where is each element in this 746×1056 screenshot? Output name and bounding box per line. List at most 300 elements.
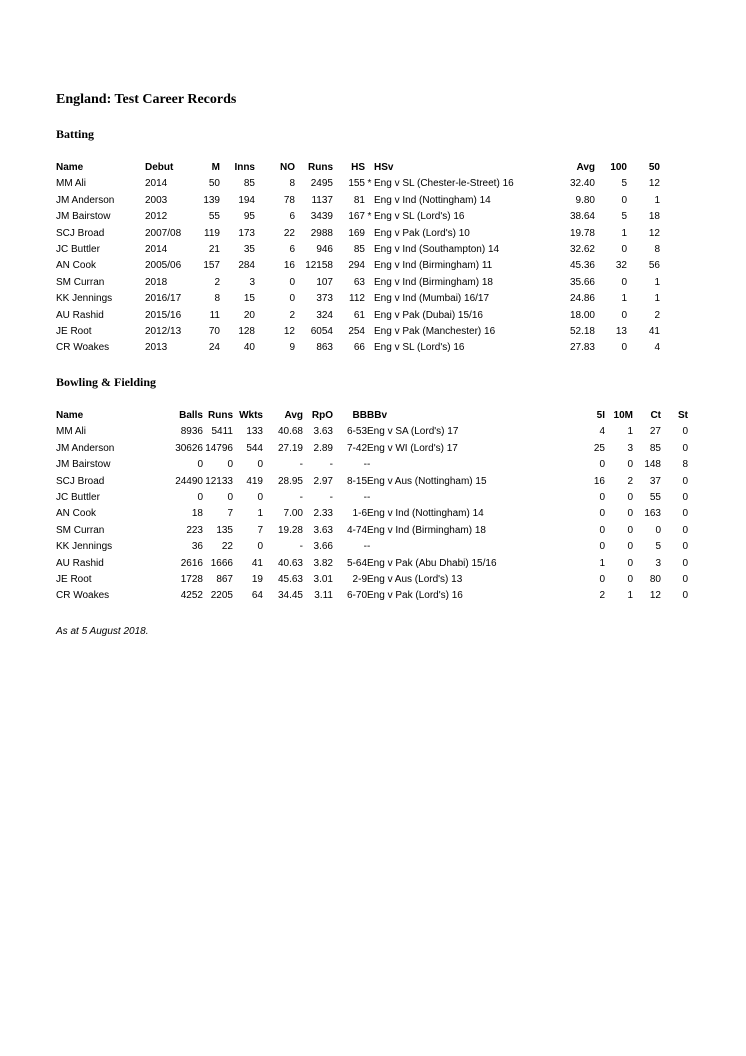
bowling-heading: Bowling & Fielding	[56, 375, 157, 389]
bowling-header-cell: BBv	[367, 410, 388, 421]
bowling-cell: 8-15	[346, 475, 367, 487]
bowling-cell: Eng v Ind (Nottingham) 14	[367, 508, 484, 520]
bowling-cell: 1	[627, 590, 633, 602]
batting-cell: 22	[283, 227, 295, 239]
batting-header-cell: M	[211, 162, 220, 173]
batting-cell: 169	[348, 227, 365, 239]
batting-cell: 2013	[145, 342, 168, 354]
bowling-cell: 2	[627, 475, 633, 487]
bowling-cell: 0	[682, 442, 688, 454]
batting-cell: 2012/13	[145, 326, 182, 338]
bowling-cell: 14796	[205, 442, 233, 454]
batting-header-cell: HSv	[374, 162, 394, 173]
batting-cell: 0	[289, 293, 295, 305]
bowling-cell: 0	[197, 459, 203, 471]
bowling-row	[56, 572, 688, 588]
bowling-cell: 0	[599, 508, 605, 520]
batting-row	[56, 291, 660, 307]
bowling-cell: JC Buttler	[56, 492, 100, 504]
bowling-cell: 40.68	[277, 426, 303, 438]
bowling-cell: 0	[599, 459, 605, 471]
batting-cell: Eng v Ind (Mumbai) 16/17	[374, 293, 490, 305]
batting-cell: SM Curran	[56, 276, 105, 288]
batting-cell: 15	[243, 293, 255, 305]
batting-cell: 81	[353, 194, 365, 206]
bowling-cell: 41	[251, 557, 263, 569]
batting-cell: 21	[208, 244, 220, 256]
bowling-cell: Eng v WI (Lord's) 17	[367, 442, 458, 454]
batting-cell: MM Ali	[56, 178, 86, 190]
batting-cell: 16	[283, 260, 295, 272]
batting-cell: 35	[243, 244, 255, 256]
bowling-cell: 34.45	[277, 590, 303, 602]
bowling-cell: -	[367, 459, 371, 471]
batting-header-cell: Name	[56, 162, 84, 173]
bowling-cell: 45.63	[277, 574, 303, 586]
batting-cell: 194	[238, 194, 255, 206]
bowling-cell: 6-53	[346, 426, 367, 438]
bowling-cell: Eng v Pak (Lord's) 16	[367, 590, 463, 602]
batting-cell: 19.78	[569, 227, 595, 239]
batting-cell	[365, 291, 374, 307]
batting-cell: 78	[283, 194, 295, 206]
batting-cell: 373	[316, 293, 333, 305]
bowling-cell: 5-64	[346, 557, 367, 569]
bowling-row	[56, 523, 688, 539]
batting-cell: 8	[654, 244, 660, 256]
bowling-cell: 16	[593, 475, 605, 487]
bowling-cell: 37	[649, 475, 661, 487]
bowling-cell: 223	[186, 524, 203, 536]
bowling-cell: -	[367, 541, 371, 553]
batting-cell	[365, 324, 374, 340]
batting-cell: 173	[238, 227, 255, 239]
batting-cell: JE Root	[56, 326, 92, 338]
bowling-cell: 25	[593, 442, 605, 454]
batting-cell: 45.36	[569, 260, 595, 272]
batting-cell: 52.18	[569, 326, 595, 338]
bowling-cell: Eng v Aus (Nottingham) 15	[367, 475, 487, 487]
batting-cell: Eng v Ind (Nottingham) 14	[374, 194, 491, 206]
bowling-cell: 2	[599, 590, 605, 602]
bowling-header-cell: Runs	[208, 410, 233, 421]
batting-cell: 9.80	[575, 194, 595, 206]
bowling-cell: CR Woakes	[56, 590, 110, 602]
batting-row	[56, 226, 660, 242]
batting-header-cell: Debut	[145, 162, 174, 173]
batting-cell: 2014	[145, 244, 168, 256]
batting-cell: 3	[249, 276, 255, 288]
batting-cell: 0	[621, 309, 627, 321]
bowling-cell: 163	[644, 508, 661, 520]
bowling-cell: 0	[599, 574, 605, 586]
bowling-cell: KK Jennings	[56, 541, 113, 553]
bowling-cell: 5411	[211, 426, 233, 438]
bowling-cell: 2.97	[313, 475, 333, 487]
bowling-cell: 30626	[175, 442, 203, 454]
bowling-cell: 0	[257, 492, 263, 504]
bowling-cell: JM Anderson	[56, 442, 115, 454]
bowling-cell: SCJ Broad	[56, 475, 105, 487]
batting-cell: 107	[316, 276, 333, 288]
batting-cell	[365, 340, 374, 356]
batting-heading: Batting	[56, 127, 95, 141]
bowling-header-cell: St	[678, 410, 688, 421]
bowling-cell: Eng v Ind (Birmingham) 18	[367, 524, 486, 536]
bowling-cell: 8936	[180, 426, 203, 438]
batting-cell: 254	[348, 326, 365, 338]
batting-row	[56, 308, 660, 324]
batting-cell: 18	[648, 211, 660, 223]
batting-cell: 284	[238, 260, 255, 272]
batting-cell: 9	[289, 342, 295, 354]
bowling-header-cell: Ct	[650, 410, 661, 421]
bowling-cell: 4-74	[346, 524, 367, 536]
bowling-cell: 80	[649, 574, 661, 586]
bowling-cell: 36	[191, 541, 203, 553]
batting-cell: 0	[621, 244, 627, 256]
bowling-cell: 0	[257, 459, 263, 471]
bowling-cell: 0	[627, 459, 633, 471]
batting-cell: 167	[348, 211, 365, 223]
batting-cell	[365, 226, 374, 242]
batting-cell: 24.86	[569, 293, 595, 305]
bowling-cell: AU Rashid	[56, 557, 104, 569]
bowling-cell: 3.11	[314, 590, 333, 602]
batting-cell: 128	[238, 326, 255, 338]
bowling-header-row	[56, 408, 688, 424]
batting-cell: 2012	[145, 211, 168, 223]
bowling-cell: 6-70	[346, 590, 367, 602]
batting-cell: 112	[349, 293, 365, 305]
batting-cell: 32	[615, 260, 627, 272]
bowling-cell: 867	[216, 574, 233, 586]
batting-header-row	[56, 160, 660, 176]
bowling-cell: 1728	[180, 574, 203, 586]
bowling-cell: SM Curran	[56, 524, 105, 536]
bowling-header-cell: Name	[56, 410, 84, 421]
bowling-cell: 1	[627, 426, 633, 438]
batting-cell: 12	[648, 178, 660, 190]
batting-cell: 61	[353, 309, 365, 321]
batting-cell: 119	[204, 227, 220, 239]
batting-cell: 157	[203, 260, 220, 272]
bowling-header-cell: Wkts	[239, 410, 263, 421]
batting-cell: Eng v Pak (Dubai) 15/16	[374, 309, 483, 321]
batting-cell	[365, 193, 374, 209]
bowling-cell: 1666	[210, 557, 233, 569]
batting-cell: 4	[654, 342, 660, 354]
bowling-cell: 3.63	[313, 524, 333, 536]
batting-cell: 863	[316, 342, 333, 354]
batting-cell: 1	[654, 194, 660, 206]
bowling-row	[56, 424, 688, 440]
batting-cell: 6	[289, 244, 295, 256]
bowling-cell: 0	[682, 524, 688, 536]
batting-cell: JM Anderson	[56, 194, 115, 206]
batting-cell: 5	[621, 178, 627, 190]
bowling-cell: 40.63	[277, 557, 303, 569]
bowling-cell: 0	[627, 541, 633, 553]
batting-cell: AU Rashid	[56, 309, 104, 321]
bowling-cell: 7	[227, 508, 233, 520]
page-title: England: Test Career Records	[56, 92, 237, 107]
bowling-cell: 148	[644, 459, 661, 471]
bowling-cell: 0	[682, 557, 688, 569]
batting-cell: 32.62	[569, 244, 595, 256]
bowling-cell: 18	[191, 508, 203, 520]
batting-cell: 6054	[310, 326, 333, 338]
batting-cell: 95	[243, 211, 255, 223]
bowling-cell: 12133	[205, 475, 233, 487]
bowling-cell: 12	[649, 590, 661, 602]
batting-cell: 2005/06	[145, 260, 182, 272]
batting-cell: 85	[243, 178, 255, 190]
bowling-cell: -	[363, 492, 367, 504]
bowling-cell: 3.01	[313, 574, 333, 586]
bowling-cell: 2.33	[313, 508, 333, 520]
bowling-cell: 0	[682, 541, 688, 553]
bowling-row	[56, 490, 688, 506]
bowling-cell: 8	[682, 459, 688, 471]
batting-cell: Eng v SL (Lord's) 16	[374, 211, 465, 223]
bowling-cell: 0	[599, 492, 605, 504]
bowling-cell: MM Ali	[56, 426, 86, 438]
bowling-cell: 3.63	[313, 426, 333, 438]
bowling-cell: 7.00	[283, 508, 303, 520]
bowling-row	[56, 539, 688, 555]
batting-cell: 8	[289, 178, 295, 190]
bowling-row	[56, 441, 688, 457]
bowling-cell: 19.28	[277, 524, 303, 536]
batting-row	[56, 209, 660, 225]
bowling-cell: -	[363, 541, 367, 553]
bowling-cell: -	[299, 492, 303, 504]
bowling-cell: 1-6	[352, 508, 367, 520]
bowling-cell: 0	[599, 541, 605, 553]
batting-cell: JC Buttler	[56, 244, 100, 256]
batting-cell: 40	[243, 342, 255, 354]
batting-cell: Eng v Ind (Birmingham) 18	[374, 276, 493, 288]
bowling-cell: 0	[197, 492, 203, 504]
batting-header-cell: Avg	[576, 162, 595, 173]
batting-cell: *	[367, 178, 372, 190]
bowling-cell: 0	[627, 492, 633, 504]
bowling-cell: 0	[682, 492, 688, 504]
bowling-row	[56, 506, 688, 522]
batting-cell	[365, 258, 374, 274]
batting-cell: Eng v Ind (Birmingham) 11	[374, 260, 493, 272]
batting-cell: 2014	[145, 178, 168, 190]
batting-row	[56, 176, 660, 192]
bowling-row	[56, 556, 688, 572]
bowling-cell: 5	[655, 541, 661, 553]
bowling-cell: 64	[251, 590, 263, 602]
bowling-cell: 0	[627, 557, 633, 569]
batting-cell: *	[367, 211, 372, 223]
bowling-cell: 2.89	[313, 442, 333, 454]
bowling-row	[56, 588, 688, 604]
batting-cell: 13	[615, 326, 627, 338]
bowling-cell: 0	[682, 426, 688, 438]
bowling-cell: 28.95	[277, 475, 303, 487]
bowling-cell: Eng v Aus (Lord's) 13	[367, 574, 463, 586]
bowling-cell: 19	[251, 574, 263, 586]
batting-cell: 8	[214, 293, 220, 305]
bowling-cell: Eng v SA (Lord's) 17	[367, 426, 459, 438]
batting-cell: Eng v SL (Lord's) 16	[374, 342, 465, 354]
batting-cell	[365, 242, 374, 258]
batting-cell: KK Jennings	[56, 293, 113, 305]
bowling-cell: 0	[627, 524, 633, 536]
bowling-cell: -	[299, 541, 303, 553]
batting-cell: 0	[621, 276, 627, 288]
batting-cell: 12	[283, 326, 295, 338]
batting-header-cell: 50	[648, 162, 660, 173]
batting-cell: 2003	[145, 194, 168, 206]
batting-cell: 2018	[145, 276, 168, 288]
batting-cell	[365, 308, 374, 324]
batting-cell: AN Cook	[56, 260, 97, 272]
batting-cell: 63	[353, 276, 365, 288]
batting-cell: 20	[243, 309, 255, 321]
bowling-cell: JE Root	[56, 574, 92, 586]
batting-cell: 11	[209, 309, 220, 321]
batting-cell: 3439	[310, 211, 333, 223]
batting-cell: 35.66	[569, 276, 595, 288]
bowling-cell: 7	[257, 524, 263, 536]
bowling-cell: 0	[257, 541, 263, 553]
bowling-row	[56, 457, 688, 473]
bowling-cell: -	[299, 459, 303, 471]
bowling-header-cell: BB	[352, 410, 367, 421]
bowling-cell: 0	[655, 524, 661, 536]
bowling-cell: 0	[227, 459, 233, 471]
batting-cell: 1	[621, 227, 627, 239]
bowling-cell: 4252	[180, 590, 203, 602]
batting-cell: 2016/17	[145, 293, 182, 305]
batting-cell: 946	[316, 244, 333, 256]
batting-cell: 324	[316, 309, 333, 321]
batting-table	[56, 160, 660, 357]
batting-row	[56, 275, 660, 291]
batting-cell: 66	[353, 342, 365, 354]
bowling-header-cell: 10M	[613, 410, 633, 421]
batting-cell: 41	[648, 326, 660, 338]
batting-cell: CR Woakes	[56, 342, 110, 354]
bowling-header-cell: Avg	[284, 410, 303, 421]
bowling-cell: 3	[655, 557, 661, 569]
bowling-cell: 0	[682, 508, 688, 520]
batting-cell: 2988	[310, 227, 333, 239]
bowling-cell: 133	[246, 426, 263, 438]
batting-cell	[365, 275, 374, 291]
batting-cell: 32.40	[569, 178, 595, 190]
bowling-cell: 1	[599, 557, 605, 569]
bowling-cell: 85	[649, 442, 661, 454]
batting-cell: 155	[348, 178, 365, 190]
batting-header-cell: HS	[351, 162, 365, 173]
batting-cell: 0	[621, 342, 627, 354]
batting-cell: Eng v Ind (Southampton) 14	[374, 244, 500, 256]
batting-cell: 139	[203, 194, 220, 206]
bowling-table	[56, 408, 688, 605]
batting-cell: Eng v SL (Chester-le-Street) 16	[374, 178, 514, 190]
batting-cell: 2	[214, 276, 220, 288]
batting-cell: 2495	[310, 178, 333, 190]
bowling-cell: 22	[221, 541, 233, 553]
batting-header-cell: 100	[610, 162, 627, 173]
bowling-cell: JM Bairstow	[56, 459, 111, 471]
batting-cell: 70	[208, 326, 220, 338]
batting-cell: 38.64	[569, 211, 595, 223]
batting-cell: JM Bairstow	[56, 211, 111, 223]
batting-cell: 2	[289, 309, 295, 321]
bowling-header-cell: RpO	[311, 410, 333, 421]
batting-cell: 2015/16	[145, 309, 182, 321]
bowling-cell: 2616	[180, 557, 203, 569]
bowling-cell: AN Cook	[56, 508, 97, 520]
batting-cell: 1	[621, 293, 627, 305]
batting-header-cell: Inns	[234, 162, 255, 173]
batting-cell: 1	[654, 293, 660, 305]
bowling-cell: 3	[627, 442, 633, 454]
bowling-cell: 0	[599, 524, 605, 536]
batting-cell: 6	[289, 211, 295, 223]
bowling-cell: 4	[599, 426, 605, 438]
batting-cell: 2007/08	[145, 227, 182, 239]
batting-cell: Eng v Pak (Manchester) 16	[374, 326, 496, 338]
bowling-cell: 0	[627, 508, 633, 520]
batting-cell: 5	[621, 211, 627, 223]
bowling-cell: 3.66	[313, 541, 333, 553]
bowling-cell: -	[329, 459, 333, 471]
batting-cell: 85	[353, 244, 365, 256]
bowling-cell: 0	[627, 574, 633, 586]
batting-row	[56, 242, 660, 258]
batting-cell: 0	[621, 194, 627, 206]
bowling-cell: 0	[682, 475, 688, 487]
bowling-header-cell: 5I	[596, 410, 605, 421]
batting-cell: 24	[208, 342, 220, 354]
bowling-cell: -	[367, 492, 371, 504]
bowling-row	[56, 474, 688, 490]
bowling-cell: 135	[216, 524, 233, 536]
batting-cell: 18.00	[569, 309, 595, 321]
bowling-cell: Eng v Pak (Abu Dhabi) 15/16	[367, 557, 497, 569]
bowling-cell: 0	[682, 590, 688, 602]
batting-cell: 12158	[305, 260, 333, 272]
batting-cell: 2	[654, 309, 660, 321]
bowling-cell: 1	[257, 508, 263, 520]
batting-header-cell: NO	[280, 162, 295, 173]
bowling-cell: 27.19	[277, 442, 303, 454]
batting-row	[56, 193, 660, 209]
bowling-cell: 24490	[175, 475, 203, 487]
bowling-cell: 3.82	[313, 557, 333, 569]
batting-row	[56, 340, 660, 356]
batting-cell: 0	[289, 276, 295, 288]
bowling-cell: 55	[649, 492, 661, 504]
bowling-cell: -	[363, 459, 367, 471]
bowling-cell: 7-42	[346, 442, 367, 454]
batting-row	[56, 258, 660, 274]
batting-cell: 27.83	[569, 342, 595, 354]
bowling-cell: 544	[246, 442, 263, 454]
batting-cell: 55	[208, 211, 220, 223]
batting-header-cell	[365, 160, 374, 176]
batting-cell: 294	[348, 260, 365, 272]
